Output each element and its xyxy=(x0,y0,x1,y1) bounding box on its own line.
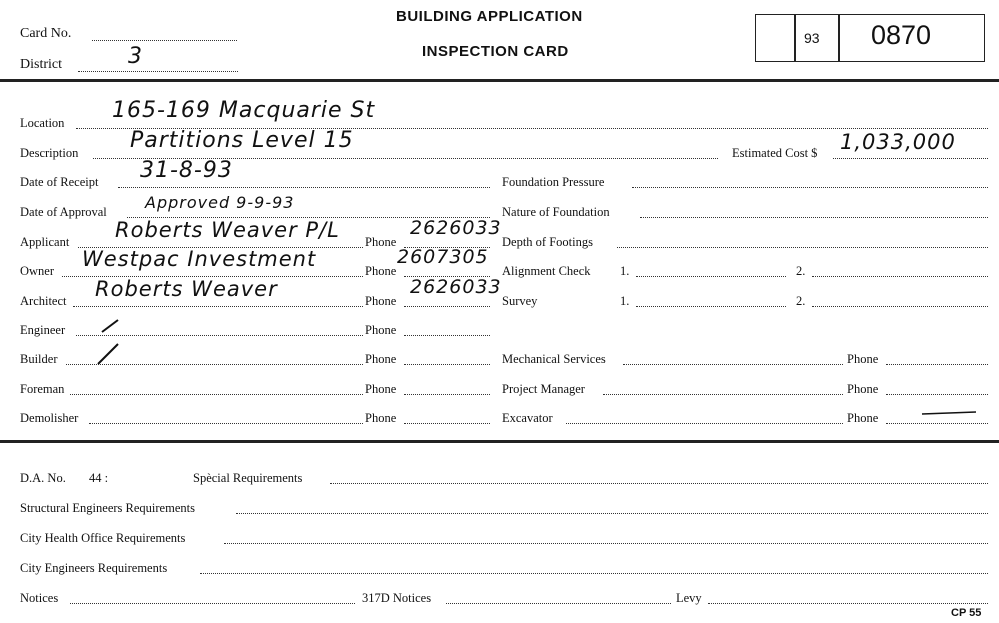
city-health-label: City Health Office Requirements xyxy=(20,531,186,545)
header-divider xyxy=(0,79,999,82)
da-no-value: 44 : xyxy=(89,471,109,485)
project-manager-phone-label: Phone xyxy=(847,382,879,396)
excavator-phone-line[interactable] xyxy=(886,423,988,424)
city-engineers-label: City Engineers Requirements xyxy=(20,561,168,575)
mechanical-services-line[interactable] xyxy=(623,364,843,365)
applicant-phone-label: Phone xyxy=(365,235,397,249)
card-number-box xyxy=(755,14,985,62)
excavator-dash-strokes xyxy=(920,408,980,418)
survey-num2: 2. xyxy=(796,294,806,308)
foreman-label: Foreman xyxy=(20,382,65,396)
special-requirements-label: Spècial Requirements xyxy=(193,471,303,485)
engineer-phone-line[interactable] xyxy=(404,335,490,336)
foreman-phone-label: Phone xyxy=(365,382,397,396)
alignment-check-label: Alignment Check xyxy=(502,264,591,278)
project-manager-phone-line[interactable] xyxy=(886,394,988,395)
form-title-line1: BUILDING APPLICATION xyxy=(396,8,583,25)
date-receipt-value: 31-8-93 xyxy=(140,158,233,183)
depth-footings-line[interactable] xyxy=(617,247,988,248)
demolisher-phone-line[interactable] xyxy=(404,423,490,424)
card-no-line[interactable] xyxy=(92,40,237,41)
description-label: Description xyxy=(20,146,79,160)
estimated-cost-line[interactable] xyxy=(833,158,988,159)
levy-label: Levy xyxy=(676,591,702,605)
architect-line[interactable] xyxy=(73,306,363,307)
card-number: 0870 xyxy=(871,20,932,50)
alignment-num1: 1. xyxy=(620,264,630,278)
estimated-cost-value: 1,033,000 xyxy=(840,130,956,154)
estimated-cost-label: Estimated Cost $ xyxy=(732,146,818,160)
mechanical-phone-line[interactable] xyxy=(886,364,988,365)
form-title-line2: INSPECTION CARD xyxy=(422,43,569,60)
owner-label: Owner xyxy=(20,264,55,278)
architect-phone-line[interactable] xyxy=(404,306,490,307)
district-value: 3 xyxy=(128,44,143,69)
builder-phone-label: Phone xyxy=(365,352,397,366)
card-year: 93 xyxy=(804,30,820,46)
nature-foundation-line[interactable] xyxy=(640,217,988,218)
notices-317d-line[interactable] xyxy=(446,603,671,604)
alignment-check-line2[interactable] xyxy=(812,276,988,277)
location-label: Location xyxy=(20,116,65,130)
applicant-phone-value: 2626033 xyxy=(410,217,502,239)
section-divider xyxy=(0,440,999,443)
owner-phone-value: 2607305 xyxy=(397,246,489,268)
survey-line1[interactable] xyxy=(636,306,786,307)
owner-value: Westpac Investment xyxy=(82,247,317,271)
date-receipt-label: Date of Receipt xyxy=(20,175,99,189)
depth-footings-label: Depth of Footings xyxy=(502,235,593,249)
notices-317d-label: 317D Notices xyxy=(362,591,432,605)
notices-line[interactable] xyxy=(70,603,355,604)
form-code: CP 55 xyxy=(951,607,982,619)
builder-phone-line[interactable] xyxy=(404,364,490,365)
demolisher-phone-label: Phone xyxy=(365,411,397,425)
owner-phone-label: Phone xyxy=(365,264,397,278)
not-applicable-strokes xyxy=(92,312,132,370)
builder-label: Builder xyxy=(20,352,58,366)
survey-label: Survey xyxy=(502,294,538,308)
engineer-phone-label: Phone xyxy=(365,323,397,337)
notices-label: Notices xyxy=(20,591,59,605)
foundation-pressure-label: Foundation Pressure xyxy=(502,175,605,189)
da-no-label: D.A. No. xyxy=(20,471,66,485)
city-health-line[interactable] xyxy=(224,543,988,544)
card-no-label: Card No. xyxy=(20,26,72,41)
architect-phone-value: 2626033 xyxy=(410,276,502,298)
architect-phone-label: Phone xyxy=(365,294,397,308)
levy-line[interactable] xyxy=(708,603,988,604)
date-approval-label: Date of Approval xyxy=(20,205,107,219)
architect-value: Roberts Weaver xyxy=(95,277,278,301)
survey-num1: 1. xyxy=(620,294,630,308)
excavator-line[interactable] xyxy=(566,423,843,424)
foundation-pressure-line[interactable] xyxy=(632,187,988,188)
district-label: District xyxy=(20,57,62,72)
engineer-label: Engineer xyxy=(20,323,66,337)
mechanical-services-label: Mechanical Services xyxy=(502,352,606,366)
applicant-label: Applicant xyxy=(20,235,70,249)
special-requirements-line[interactable] xyxy=(330,483,988,484)
date-approval-value: Approved 9-9-93 xyxy=(145,193,295,212)
alignment-check-line1[interactable] xyxy=(636,276,786,277)
mechanical-phone-label: Phone xyxy=(847,352,879,366)
structural-engineers-label: Structural Engineers Requirements xyxy=(20,501,195,515)
architect-label: Architect xyxy=(20,294,67,308)
structural-engineers-line[interactable] xyxy=(236,513,988,514)
foreman-line[interactable] xyxy=(70,394,363,395)
project-manager-line[interactable] xyxy=(603,394,843,395)
description-value: Partitions Level 15 xyxy=(130,128,354,153)
applicant-value: Roberts Weaver P/L xyxy=(115,218,340,242)
date-receipt-line[interactable] xyxy=(118,187,490,188)
nature-foundation-label: Nature of Foundation xyxy=(502,205,610,219)
location-value: 165-169 Macquarie St xyxy=(112,98,376,123)
city-engineers-line[interactable] xyxy=(200,573,988,574)
excavator-label: Excavator xyxy=(502,411,553,425)
survey-line2[interactable] xyxy=(812,306,988,307)
project-manager-label: Project Manager xyxy=(502,382,585,396)
district-line[interactable] xyxy=(78,71,238,72)
excavator-phone-label: Phone xyxy=(847,411,879,425)
foreman-phone-line[interactable] xyxy=(404,394,490,395)
demolisher-label: Demolisher xyxy=(20,411,79,425)
demolisher-line[interactable] xyxy=(89,423,363,424)
alignment-num2: 2. xyxy=(796,264,806,278)
